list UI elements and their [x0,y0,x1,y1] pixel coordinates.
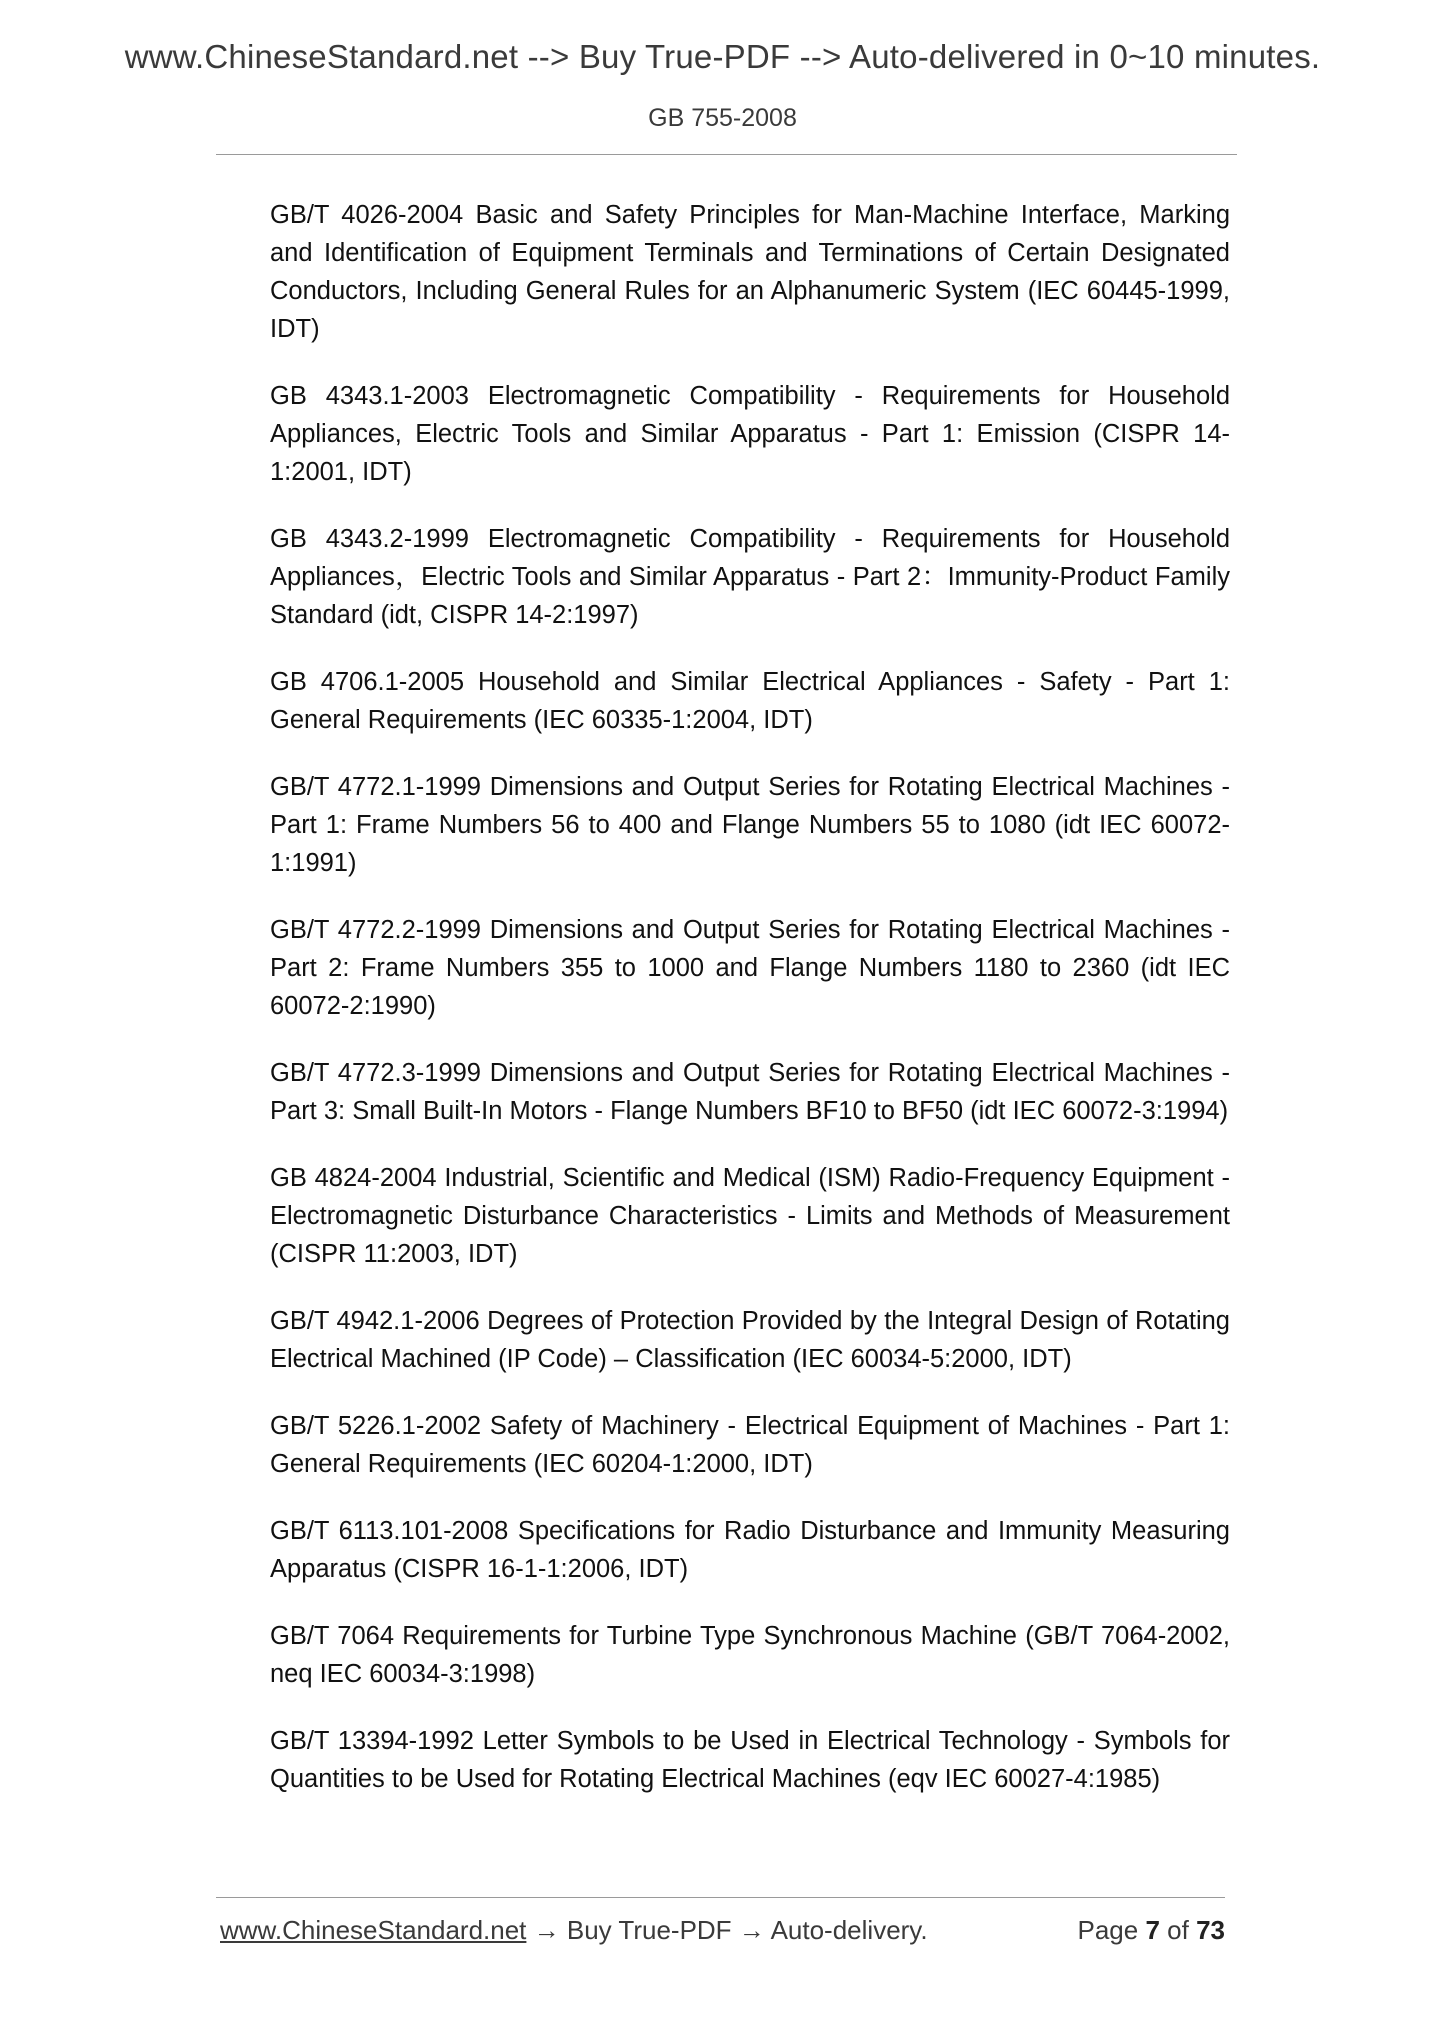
footer-promo [220,1915,928,1946]
reference-item: GB/T 4026-2004 Basic and Safety Principles for Man-Machine Interface, Marking and Identification of Equipment Terminals and Terminations of Certain Designated Conductors, Including General Rules for an Alphanumeric System (IEC 60445-1999, IDT) [270,201,1230,343]
total-pages: 73 [1196,1915,1225,1945]
reference-item: GB/T 4772.2-1999 Dimensions and Output Series for Rotating Electrical Machines - Part 2: Frame Numbers 355 to 1000 and Flange Numbers 1180 to 2360 (idt IEC 60072-2:1990) [270,916,1230,1020]
reference-item: GB/T 6113.101-2008 Specifications for Radio Disturbance and Immunity Measuring Apparatus (CISPR 16-1-1:2006, IDT) [270,1517,1230,1583]
header-divider [216,154,1237,155]
reference-item: GB/T 5226.1-2002 Safety of Machinery - Electrical Equipment of Machines - Part 1: General Requirements (IEC 60204-1:2000, IDT) [270,1412,1230,1478]
reference-item: GB/T 7064 Requirements for Turbine Type Synchronous Machine (GB/T 7064-2002, neq IEC 60034-3:1998) [270,1622,1230,1688]
page-indicator [1077,1915,1225,1946]
page-footer [220,1915,1225,1955]
standard-code: GB 755-2008 [648,104,797,132]
page-label: Page [1077,1915,1139,1945]
reference-item: GB/T 4772.1-1999 Dimensions and Output Series for Rotating Electrical Machines -Part 1: Frame Numbers 56 to 400 and Flange Numbers 55 to 1080 (idt IEC 60072-1:1991) [270,773,1230,877]
reference-item: GB 4706.1-2005 Household and Similar Electrical Appliances - Safety - Part 1: General Requirements (IEC 60335-1:2004, IDT) [270,668,1230,734]
reference-item: GB 4824-2004 Industrial, Scientific and Medical (ISM) Radio-Frequency Equipment -Electromagnetic Disturbance Characteristics - Limits and Methods of Measurement (CISPR 11:2003, IDT) [270,1164,1230,1268]
reference-list [270,196,1230,1827]
footer-site-link[interactable]: www.ChineseStandard.net [220,1915,527,1945]
footer-divider [216,1897,1225,1898]
reference-item: GB/T 4772.3-1999 Dimensions and Output Series for Rotating Electrical Machines - Part 3: Small Built-In Motors - Flange Numbers BF10 to BF50 (idt IEC 60072-3:1994) [270,1059,1230,1125]
of-label: of [1167,1915,1189,1945]
reference-item: GB/T 4942.1-2006 Degrees of Protection Provided by the Integral Design of Rotating Electrical Machined (IP Code) – Classification (IEC 60034-5:2000, IDT) [270,1307,1230,1373]
reference-item: GB/T 13394-1992 Letter Symbols to be Used in Electrical Technology - Symbols for Quantities to be Used for Rotating Electrical Machines (eqv IEC 60027-4:1985) [270,1727,1230,1793]
reference-item: GB 4343.1-2003 Electromagnetic Compatibility - Requirements for Household Appliances, Electric Tools and Similar Apparatus - Part 1: Emission (CISPR 14-1:2001, IDT) [270,382,1230,486]
footer-tagline: → Buy True-PDF → Auto-delivery. [526,1915,928,1945]
top-banner: www.ChineseStandard.net --> Buy True-PDF --> Auto-delivered in 0~10 minutes. [124,38,1321,75]
reference-item: GB 4343.2-1999 Electromagnetic Compatibility - Requirements for Household Appliances，Electric Tools and Similar Apparatus - Part 2：Immunity-Product Family Standard (idt, CISPR 14-2:1997) [270,525,1230,629]
page-number: 7 [1145,1915,1160,1945]
